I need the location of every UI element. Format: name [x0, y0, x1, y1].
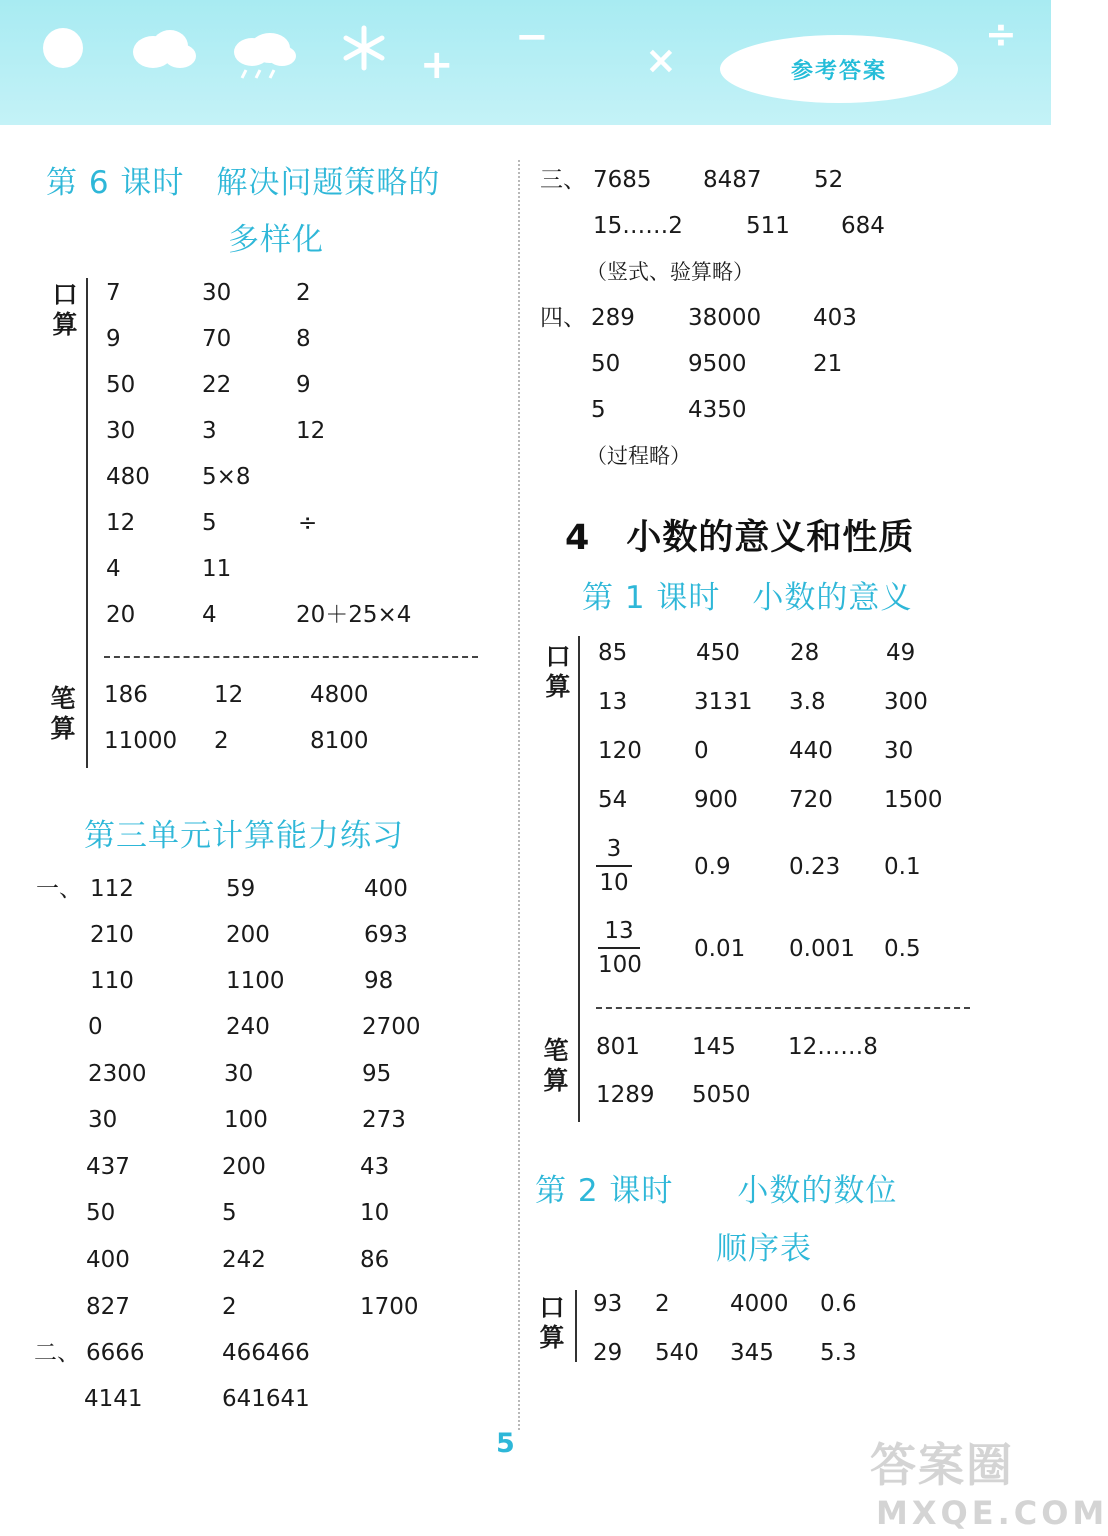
answer-cell: 4141 — [84, 1386, 143, 1412]
answer-cell: 30 — [106, 418, 136, 444]
snowflake-icon — [340, 24, 388, 72]
answer-cell: 12 — [296, 418, 326, 444]
answer-cell: 450 — [696, 640, 740, 666]
answer-cell: 12……8 — [788, 1034, 878, 1060]
answer-cell: 50 — [591, 351, 621, 377]
answer-cell: 4 — [202, 602, 217, 628]
answer-cell: 273 — [362, 1107, 406, 1133]
answer-cell: 15……2 — [593, 213, 683, 239]
answer-cell: 110 — [90, 968, 134, 994]
answer-cell: 1289 — [596, 1082, 655, 1108]
answer-cell: 6666 — [86, 1340, 145, 1366]
answer-cell: 30 — [224, 1061, 254, 1087]
kousuan-label: 口 算 — [539, 1293, 565, 1352]
fraction: $\frac{3}{10}$ — [596, 836, 632, 896]
watermark-logo: 答案圈 — [870, 1438, 1014, 1492]
answer-cell: 8 — [296, 326, 311, 352]
answer-cell: 684 — [841, 213, 885, 239]
answer-cell: 52 — [814, 167, 844, 193]
dashed-separator — [596, 1007, 970, 1009]
answer-cell: 3 — [202, 418, 217, 444]
answer-badge: 参考答案 — [720, 35, 958, 103]
answer-cell: 30 — [202, 280, 232, 306]
answer-cell: 9500 — [688, 351, 747, 377]
answer-cell: 186 — [104, 682, 148, 708]
answer-cell: 3131 — [694, 689, 753, 715]
answer-cell: 0.23 — [789, 854, 841, 880]
bisuan-label: 笔 算 — [50, 684, 76, 743]
answer-cell: 5 — [222, 1200, 237, 1226]
header-band — [0, 0, 1051, 125]
part-label: 二、 — [34, 1340, 80, 1366]
answer-cell: 11000 — [104, 728, 178, 754]
section-rule — [575, 1290, 577, 1362]
column-divider — [518, 160, 520, 1430]
answer-cell: 0.001 — [789, 936, 855, 962]
kousuan-label: 口 算 — [545, 642, 571, 701]
answer-cell: 95 — [362, 1061, 392, 1087]
answer-cell: 240 — [226, 1014, 270, 1040]
answer-cell: 145 — [692, 1034, 736, 1060]
answer-cell: 5 — [202, 510, 217, 536]
part-label: 一、 — [36, 876, 82, 902]
answer-cell: 13 — [598, 689, 628, 715]
unit3-title: 第三单元计算能力练习 — [84, 818, 404, 854]
answer-cell: 3.8 — [789, 689, 826, 715]
answer-cell: 2700 — [362, 1014, 421, 1040]
rain-cloud-icon — [230, 30, 300, 80]
answer-cell: 200 — [222, 1154, 266, 1180]
answer-cell: 827 — [86, 1294, 130, 1320]
answer-cell: 540 — [655, 1340, 699, 1366]
answer-cell: 7685 — [593, 167, 652, 193]
answer-cell: 85 — [598, 640, 628, 666]
answer-cell: 10 — [360, 1200, 390, 1226]
section-rule — [578, 636, 580, 1122]
section-rule — [86, 278, 88, 768]
answer-cell: 1100 — [226, 968, 285, 994]
answer-cell: 4 — [106, 556, 121, 582]
bisuan-label: 笔 算 — [543, 1036, 569, 1095]
page-number: 5 — [496, 1428, 515, 1459]
answer-cell: 300 — [884, 689, 928, 715]
answer-cell: 0 — [694, 738, 709, 764]
answer-cell: 20＋25×4 — [296, 602, 412, 628]
answer-cell: 7 — [106, 280, 121, 306]
answer-cell: 641641 — [222, 1386, 310, 1412]
answer-cell: 437 — [86, 1154, 130, 1180]
answer-cell: 11 — [202, 556, 232, 582]
cloud-icon — [128, 22, 198, 72]
answer-cell: 30 — [88, 1107, 118, 1133]
answer-cell: 400 — [364, 876, 408, 902]
answer-cell: 5.3 — [820, 1340, 857, 1366]
times-icon: × — [645, 38, 677, 82]
answer-cell: 86 — [360, 1247, 390, 1273]
answer-cell: 1700 — [360, 1294, 419, 1320]
answer-cell: 50 — [106, 372, 136, 398]
answer-cell: 0.6 — [820, 1291, 857, 1317]
answer-cell: 2 — [214, 728, 229, 754]
part-label: 三、 — [540, 167, 586, 193]
answer-cell: 100 — [224, 1107, 268, 1133]
answer-cell: 98 — [364, 968, 394, 994]
sun-icon — [40, 25, 86, 71]
answer-cell: 5050 — [692, 1082, 751, 1108]
answer-cell: 2 — [222, 1294, 237, 1320]
minus-icon: − — [515, 14, 549, 60]
answer-cell: 54 — [598, 787, 628, 813]
answer-cell: 49 — [886, 640, 916, 666]
answer-cell: 93 — [593, 1291, 623, 1317]
answer-cell: 242 — [222, 1247, 266, 1273]
answer-cell: 30 — [884, 738, 914, 764]
answer-cell: 21 — [813, 351, 843, 377]
answer-cell: 38000 — [688, 305, 762, 331]
fraction: $\frac{13}{100}$ — [598, 918, 642, 978]
plus-icon: + — [420, 42, 454, 88]
answer-cell: 0.9 — [694, 854, 731, 880]
part-label: 四、 — [540, 305, 586, 331]
answer-cell: 720 — [789, 787, 833, 813]
answer-cell: 22 — [202, 372, 232, 398]
kousuan-label: 口 算 — [52, 280, 78, 339]
answer-cell: 12 — [106, 510, 136, 536]
answer-cell: 28 — [790, 640, 820, 666]
answer-cell: 8487 — [703, 167, 762, 193]
answer-cell: 4800 — [310, 682, 369, 708]
answer-cell: 4000 — [730, 1291, 789, 1317]
answer-cell: 400 — [86, 1247, 130, 1273]
answer-cell: 59 — [226, 876, 256, 902]
answer-cell: 200 — [226, 922, 270, 948]
lesson1-title: 第 1 课时 小数的意义 — [582, 580, 913, 616]
answer-cell: 9 — [106, 326, 121, 352]
answer-cell: 289 — [591, 305, 635, 331]
answer-cell: 5×8 — [202, 464, 251, 490]
answer-cell: 8100 — [310, 728, 369, 754]
answer-cell: 466466 — [222, 1340, 310, 1366]
lesson6-title-line1: 第 6 课时 解决问题策略的 — [46, 165, 441, 201]
answer-cell: 345 — [730, 1340, 774, 1366]
watermark-url: MXQE.COM — [876, 1494, 1108, 1532]
answer-cell: 900 — [694, 787, 738, 813]
answer-cell: 29 — [593, 1340, 623, 1366]
answer-cell: 0.01 — [694, 936, 746, 962]
lesson2-title-line1: 第 2 课时 小数的数位 — [535, 1173, 898, 1209]
divide-icon: ÷ — [985, 12, 1017, 56]
lesson6-title-line2: 多样化 — [228, 222, 324, 258]
answer-cell: 511 — [746, 213, 790, 239]
answer-cell: 12 — [214, 682, 244, 708]
answer-cell: 403 — [813, 305, 857, 331]
answer-cell: 210 — [90, 922, 134, 948]
answer-cell: 0.1 — [884, 854, 921, 880]
answer-cell: 480 — [106, 464, 150, 490]
answer-cell: ÷ — [298, 510, 318, 536]
answer-cell: 50 — [86, 1200, 116, 1226]
chapter-title: 4 小数的意义和性质 — [565, 518, 915, 558]
answer-cell: 2 — [296, 280, 311, 306]
answer-cell: 5 — [591, 397, 606, 423]
answer-cell: 1500 — [884, 787, 943, 813]
answer-cell: 2300 — [88, 1061, 147, 1087]
answer-cell: 9 — [296, 372, 311, 398]
dashed-separator — [104, 656, 478, 658]
answer-cell: 693 — [364, 922, 408, 948]
answer-cell: 801 — [596, 1034, 640, 1060]
answer-cell: 20 — [106, 602, 136, 628]
answer-cell: 4350 — [688, 397, 747, 423]
answer-cell: 43 — [360, 1154, 390, 1180]
answer-cell: 70 — [202, 326, 232, 352]
answer-cell: 120 — [598, 738, 642, 764]
answer-cell: 440 — [789, 738, 833, 764]
note-text: （过程略） — [586, 444, 691, 468]
answer-cell: 0.5 — [884, 936, 921, 962]
note-text: （竖式、验算略） — [586, 260, 754, 284]
lesson2-title-line2: 顺序表 — [716, 1231, 812, 1267]
answer-cell: 0 — [88, 1014, 103, 1040]
answer-cell: 112 — [90, 876, 134, 902]
answer-cell: 2 — [655, 1291, 670, 1317]
